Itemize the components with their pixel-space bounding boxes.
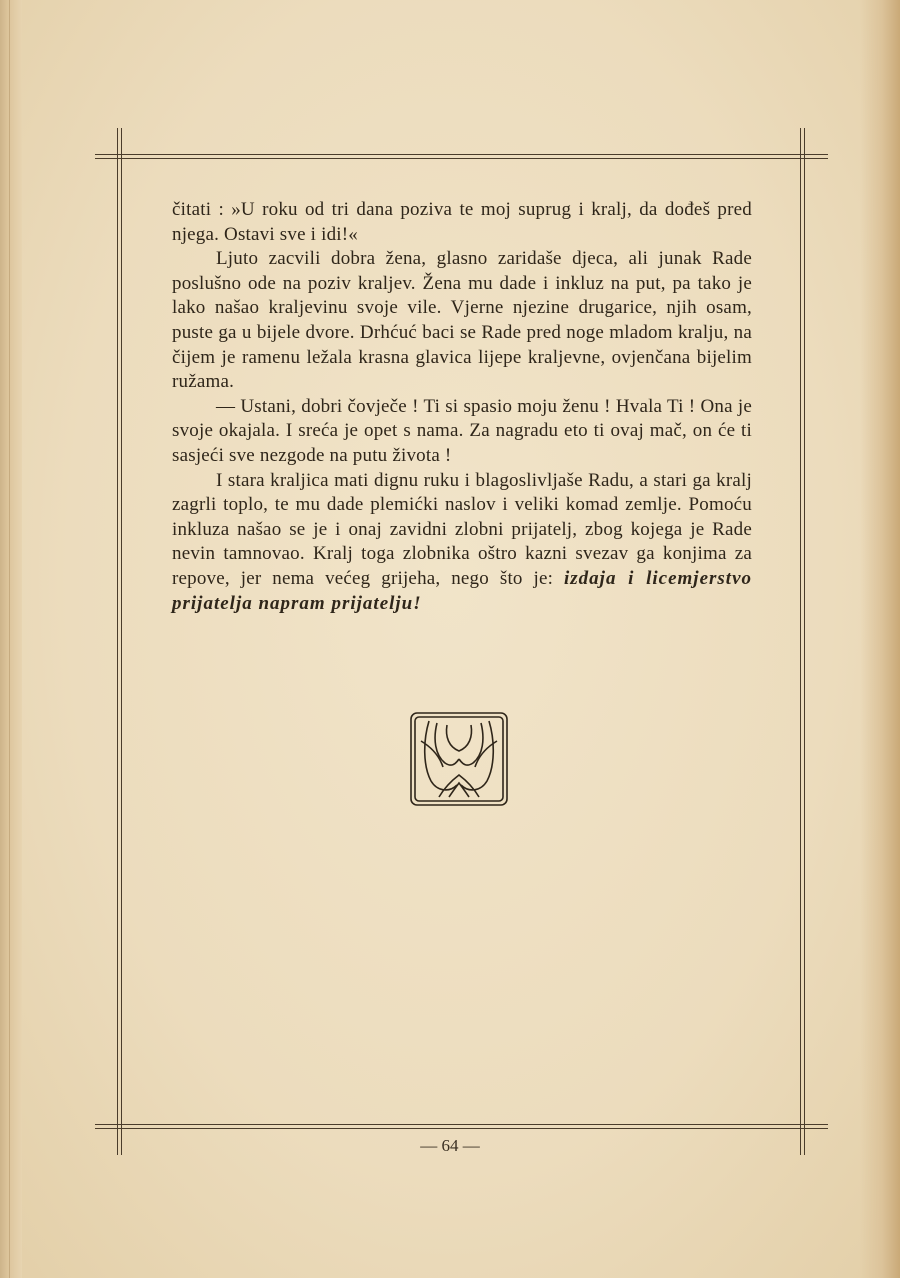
frame-bottom-rule-inner: [95, 1128, 828, 1129]
frame-top-rule: [95, 154, 828, 155]
page-number: — 64 —: [420, 1136, 480, 1155]
paragraph: Ljuto zacvili dobra žena, glasno zaridaše djeca, ali junak Rade poslušno ode na poziv kraljev. Žena mu dade i inkluz na put, pa tako je lako našao kraljevinu svoje vile. Vjerne njezine drugarice, njih osam, puste ga u bijele dvore. Drhćuć baci se Rade pred noge mladom kralju, na čijem je ramenu ležala krasna glavica lijepe kraljevne, ovjenčana bijelim ružama.: [172, 248, 752, 393]
paragraph: — Ustani, dobri čovječe ! Ti si spasio moju ženu ! Hvala Ti ! Ona je svoje okajala. I sreća je opet s nama. Za nagradu eto ti ovaj mač, on će ti sasjeći sve nezgode na putu života !: [172, 395, 752, 466]
binding-line: [9, 0, 10, 1278]
paragraph-text: I stara kraljica mati dignu ruku i blagoslivljaše Radu, a stari ga kralj zagrli toplo, te mu dade plemićki naslov i veliki komad zemlje. Pomoću inkluza našao se je i onaj zavidni zlobni prijatelj, zbog kojega je Rade nevin tamnovao. Kralj toga zlobnika oštro kazni svezav ga konjima za repove, jer nema većeg grijeha, nego: [172, 469, 752, 589]
art-nouveau-vignette-icon: [409, 711, 509, 807]
frame-left-rule-inner: [121, 128, 122, 1155]
frame-bottom-rule: [95, 1124, 828, 1125]
paragraph: čitati : »U roku od tri dana poziva te moj suprug i kralj, da dođeš pred njega. Ostavi sve i idi!«: [172, 199, 752, 245]
frame-top-rule-inner: [95, 158, 828, 159]
paragraph: [172, 469, 752, 617]
page-left-edge: [0, 0, 22, 1278]
body-text: [172, 198, 752, 616]
frame-left-rule: [117, 128, 118, 1155]
emphasized-moral: izdaja i licemjerstvo prijatelja napram prijatelju!: [172, 567, 753, 614]
page-right-edge: [860, 0, 900, 1278]
frame-right-rule: [800, 128, 801, 1155]
paragraph-tail: što je:: [499, 567, 554, 589]
frame-right-rule-inner: [804, 128, 805, 1155]
